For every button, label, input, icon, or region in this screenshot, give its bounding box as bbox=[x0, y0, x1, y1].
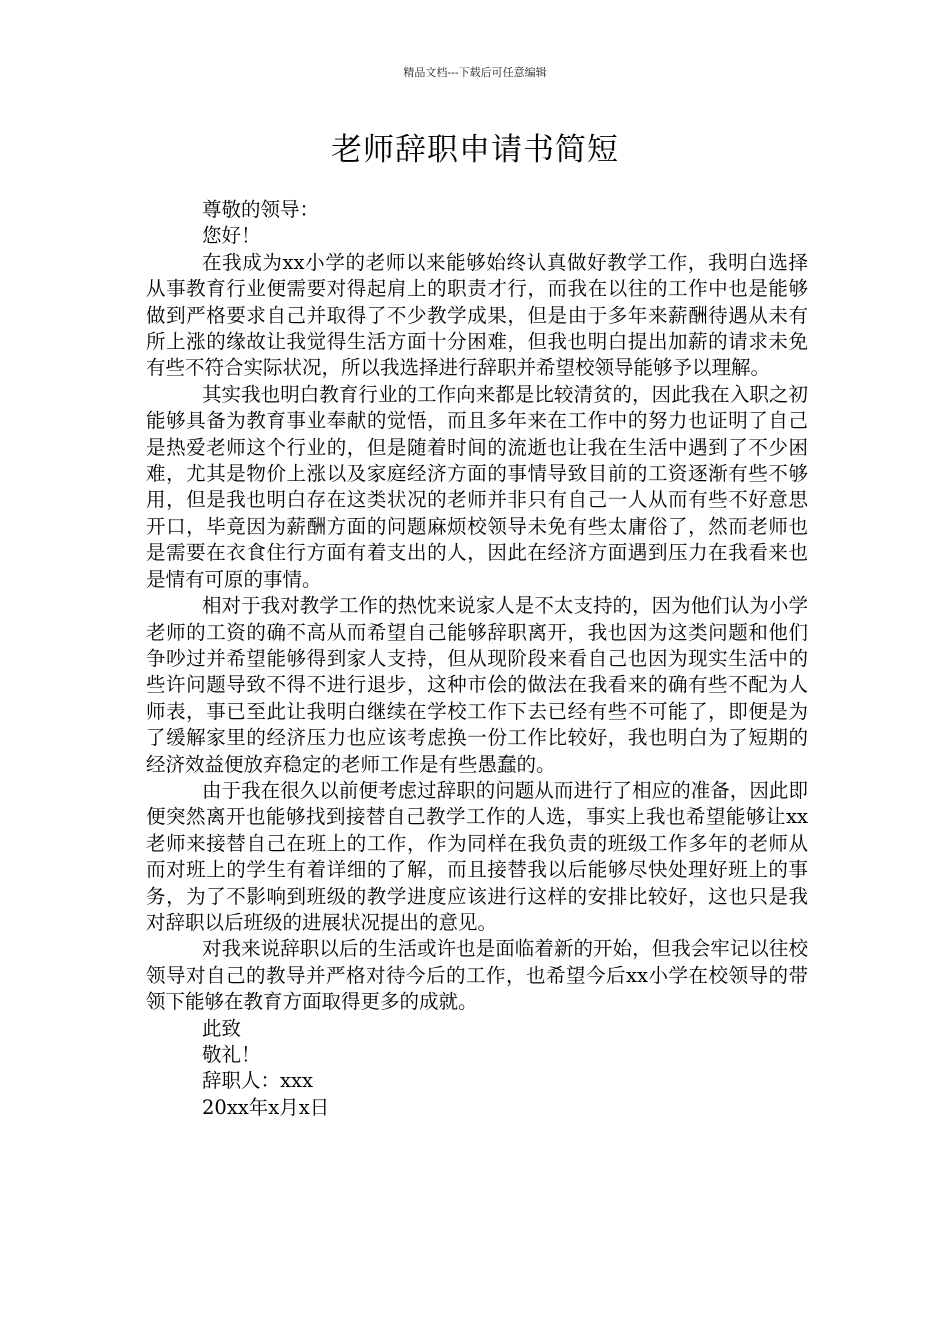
paragraph-4: 由于我在很久以前便考虑过辞职的问题从而进行了相应的准备，因此即便突然离开也能够找到接替自己教学工作的人选，事实上我也希望能够让xx老师来接替自己在班上的工作，作为同样在我负责的班级工作多年的老师从而对班上的学生有着详细的了解，而且接替我以后能够尽快处理好班上的事务，为了不影响到班级的教学进度应该进行这样的安排比较好，这也只是我对辞职以后班级的进展状况提出的意见。 bbox=[146, 778, 808, 934]
closing-line-2: 敬礼！ bbox=[202, 1043, 261, 1066]
letter-body bbox=[146, 197, 808, 1121]
salutation: 尊敬的领导： bbox=[202, 198, 320, 221]
paragraph-3: 相对于我对教学工作的热忱来说家人是不太支持的，因为他们认为小学老师的工资的确不高从而希望自己能够辞职离开，我也因为这类问题和他们争吵过并希望能够得到家人支持，但从现阶段来看自己也因为现实生活中的些许问题导致不得不进行退步，这种市侩的做法在我看来的确有些不配为人师表，事已至此让我明白继续在学校工作下去已经有些不可能了，即便是为了缓解家里的经济压力也应该考虑换一份工作比较好，我也明白为了短期的经济效益便放弃稳定的老师工作是有些愚蠢的。 bbox=[146, 594, 808, 776]
closing-line-1: 此致 bbox=[202, 1016, 242, 1040]
paragraph-2: 其实我也明白教育行业的工作向来都是比较清贫的，因此我在入职之初能够具备为教育事业奉献的觉悟，而且多年来在工作中的努力也证明了自己是热爱老师这个行业的，但是随着时间的流逝也让我在生活中遇到了不少困难，尤其是物价上涨以及家庭经济方面的事情导致目前的工资逐渐有些不够用，但是我也明白存在这类状况的老师并非只有自己一人从而有些不好意思开口，毕竟因为薪酬方面的问题麻烦校领导未免有些太庸俗了，然而老师也是需要在衣食住行方面有着支出的人，因此在经济方面遇到压力在我看来也是情有可原的事情。 bbox=[146, 382, 808, 591]
paragraph-1: 在我成为xx小学的老师以来能够始终认真做好教学工作，我明白选择从事教育行业便需要对得起肩上的职责才行，而我在以往的工作中也是能够做到严格要求自己并取得了不少教学成果，但是由于多年来薪酬待遇从未有所上涨的缘故让我觉得生活方面十分困难，但我也明白提出加薪的请求未免有些不符合实际状况，所以我选择进行辞职并希望校领导能够予以理解。 bbox=[146, 250, 808, 380]
greeting: 您好！ bbox=[202, 224, 261, 248]
header-note: 精品文档---下载后可任意编辑 bbox=[403, 66, 547, 79]
document-title: 老师辞职申请书简短 bbox=[331, 132, 619, 168]
date: 20xx年x月x日 bbox=[202, 1095, 330, 1119]
signer: 辞职人：xxx bbox=[202, 1069, 313, 1093]
paragraph-5: 对我来说辞职以后的生活或许也是面临着新的开始，但我会牢记以往校领导对自己的教导并严格对待今后的工作，也希望今后xx小学在校领导的带领下能够在教育方面取得更多的成就。 bbox=[146, 937, 808, 1014]
